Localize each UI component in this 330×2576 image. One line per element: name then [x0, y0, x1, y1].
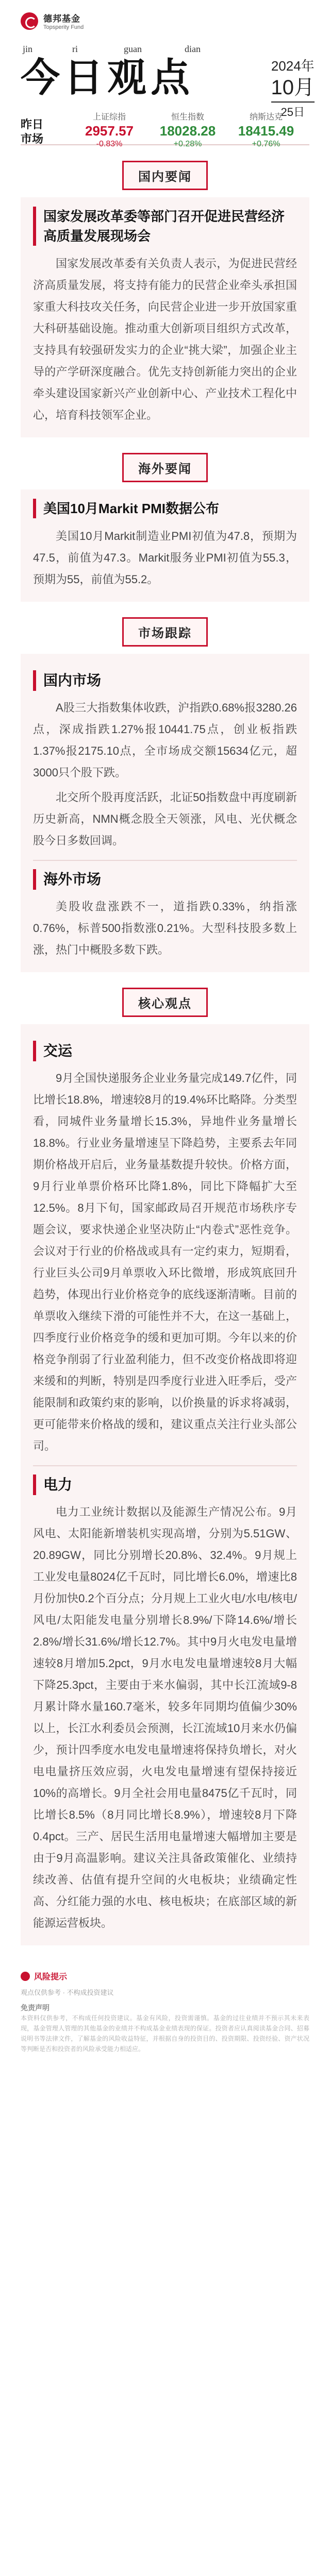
- news-body: 美国10月Markit制造业PMI初值为47.8，预期为47.5，前值为47.3。Markit服务业PMI初值为55.3，预期为55，前值为55.2。: [33, 530, 297, 586]
- news-headline: 美国10月Markit PMI数据公布: [33, 499, 297, 518]
- market-tracking-card: [21, 654, 309, 972]
- news-headline: 国家发展改革委等部门召开促进民营经济高质量发展现场会: [33, 207, 297, 246]
- footer-logo-icon: [21, 1972, 30, 1981]
- disclaimer-text: 本资料仅供参考，不构成任何投资建议。基金有风险，投资需谨慎。基金的过往业绩并不预示其未来表现，基金管理人管理的其他基金的业绩并不构成基金业绩表现的保证。投资者应认真阅读基金合同、招募说明书等法律文件，了解基金的风险收益特征，并根据自身的投资目的、投资期限、投资经验、资产状况等判断是否和投资者的风险承受能力相适应。: [21, 2014, 309, 2053]
- pinyin-3: guan: [124, 44, 142, 54]
- index-name: 恒生指数: [171, 113, 204, 122]
- market-label: 昨日 市场: [21, 118, 44, 145]
- section-header-market: [0, 617, 330, 647]
- brand-name-en: Topsperity Fund: [43, 24, 84, 30]
- domestic-news-card: [21, 197, 309, 437]
- index-change: -0.83%: [96, 140, 123, 148]
- brand-name-cn: 德邦基金: [43, 14, 80, 24]
- pinyin-2: ri: [72, 44, 78, 54]
- overseas-market-title: 海外市场: [33, 869, 297, 890]
- title-pinyin: [21, 44, 309, 55]
- core-views-card: [21, 1024, 309, 1945]
- section-tag: 市场跟踪: [122, 617, 208, 647]
- index-name: 上证综指: [92, 113, 126, 122]
- domestic-market-text: 北交所个股再度活跃，北证50指数盘中再度刷新历史新高，NMN概念股全天领涨，风电、光伏概念股今日多数回调。: [33, 791, 297, 847]
- date-month: 10月: [271, 76, 315, 99]
- pinyin-4: dian: [185, 44, 201, 54]
- domestic-market-title: 国内市场: [33, 670, 297, 691]
- view-title-power: 电力: [33, 1475, 297, 1495]
- overseas-market-text: 美股收盘涨跌不一，道指跌0.33%，纳指涨0.76%，标普500指数涨0.21%。大型科技股多数上涨，热门中概股多数下跌。: [33, 900, 297, 956]
- header: [0, 0, 330, 148]
- view-title-transport: 交运: [33, 1041, 297, 1061]
- index-hangseng: [148, 110, 227, 149]
- index-value: 18028.28: [159, 123, 216, 139]
- news-body: 国家发展改革委有关负责人表示，为促进民营经济高质量发展，将支持有能力的民营企业牵头承担国家重大科技攻关任务，向民营企业进一步开放国家重大科研基础设施。推动重大创新项目组织方式改革，支持具有较强研发实力的企业“挑大梁”，加强企业主导的产学研深度融合。优先支持创新能力突出的企业牵头建设国家新兴产业创新中心、产业技术工程化中心，培育科技领军企业。: [33, 257, 297, 421]
- page-title: 今日观点: [21, 55, 194, 100]
- index-shanghai: [70, 110, 148, 149]
- section-header-overseas: [0, 453, 330, 482]
- footer: [21, 1964, 309, 2054]
- market-summary: [21, 110, 309, 149]
- pinyin-1: jin: [23, 44, 33, 54]
- index-name: 纳斯达克: [249, 113, 283, 122]
- section-tag: 核心观点: [122, 988, 208, 1017]
- footer-meta: 观点仅供参考 · 不构成投资建议: [21, 1989, 114, 1996]
- index-change: +0.28%: [173, 140, 202, 148]
- section-header-domestic: [0, 161, 330, 190]
- index-value: 2957.57: [85, 123, 134, 139]
- index-value: 18415.49: [238, 123, 294, 139]
- section-header-views: [0, 988, 330, 1017]
- view-body-transport: 9月全国快递服务企业业务量完成149.7亿件，同比增长18.8%，增速较8月的19.4%环比略降。分类型看，同城件业务量增长15.3%，异地件业务量增长18.8%。行业业务量增速呈下降趋势，主要系去年同期价格战开启后，业务量基数提升较快。价格方面，9月行业单票价格环比降1.8%，同比下降幅扩大至12.5%。8月下旬，国家邮政局召开规范市场秩序专题会议，要求快递企业坚决防止“内卷式”恶性竞争。会议对于行业的价格战或具有一定约束力，短期看，行业巨头公司9月单票收入环比微增，形成筑底回升趋势，体现出行业价格竞争的底线逐渐清晰。目前的单票收入继续下滑的可能性并不大，在这一基础上，四季度行业价格竞争的缓和更加可期。今年以来的价格竞争削弱了行业盈利能力，但不改变价格战即将迎来缓和的判断，特别是四季度行业进入旺季后，受产能限制和政策约束的影响，以价换量的诉求将减弱，更可能带来价格战的缓和，建议重点关注行业头部公司。: [33, 1072, 297, 1452]
- divider: [33, 860, 297, 861]
- divider: [33, 1465, 297, 1466]
- disclaimer-title: 免责声明: [21, 2004, 50, 2012]
- brand-logo: [21, 0, 309, 30]
- overseas-news-card: [21, 489, 309, 602]
- view-body-power: 电力工业统计数据以及能源生产情况公布。9月风电、太阳能新增装机实现高增，分别为5.51GW、20.89GW，同比分别增长20.8%、32.4%。9月规上工业发电量8024亿千瓦时，同比增长6.0%，增速比8月份加快0.2个百分点；分月规上工业火电/水电/核电/风电/太阳能发电量分别增长8.9%/下降14.6%/增长2.8%/增长31.6%/增长12.7%。其中9月火电发电量增速较8月增加5.2pct，9月水电发电量增速较8月大幅下降25.3pct，主要由于来水偏弱，其中长江流域9-8月累计降水量160.7毫米，较多年同期均值偏少30%以上，长江水利委员会预测，长江流域10月来水仍偏少，预计四季度水电发电量增速将保持负增长，对火电电量挤压效应弱，火电发电量增速有望保持接近10%的高增长。9月全社会用电量8475亿千瓦时，同比增长8.5%（8月同比增长8.9%），增速较8月下降0.4pct。三产、居民生活用电量增速大幅增加主要是由于9月高温影响。建议关注具备政策催化、业绩持续改善、估值有提升空间的火电板块；业绩确定性高、分红能力强的水电、核电板块；在底部区域的新能源运营板块。: [33, 1505, 297, 1929]
- index-change: +0.76%: [252, 140, 280, 148]
- footer-title: 风险提示: [34, 1973, 68, 1981]
- domestic-market-text: A股三大指数集体收跌，沪指跌0.68%报3280.26点，深成指跌1.27%报10441.75点，创业板指跌1.37%报2175.10点，全市场成交额15634亿元，超3000只个股下跌。: [33, 701, 297, 779]
- date-year: 2024年: [271, 58, 315, 74]
- section-tag: 海外要闻: [122, 453, 208, 482]
- date-day: 25日: [271, 101, 315, 120]
- section-tag: 国内要闻: [122, 161, 208, 190]
- date-box: [271, 56, 315, 120]
- brand-logo-icon: [21, 12, 38, 30]
